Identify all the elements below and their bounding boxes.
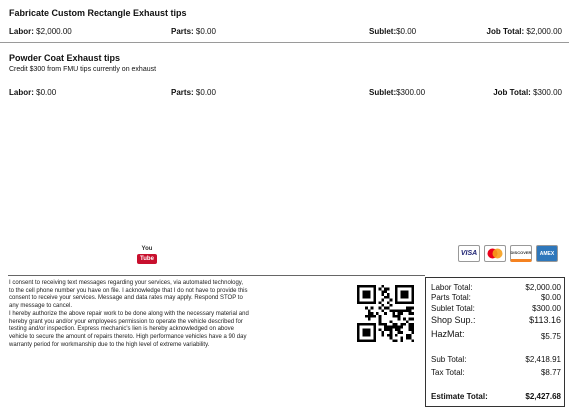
parts-total-row bbox=[431, 293, 561, 304]
discover-icon: DISCOVER bbox=[510, 245, 532, 262]
job-total-value: $2,000.00 bbox=[526, 27, 562, 36]
subtotal-value: $2,418.91 bbox=[525, 355, 561, 364]
job-note: Credit $300 from FMU tips currently on exhaust bbox=[9, 66, 157, 73]
labor-value: $0.00 bbox=[36, 88, 57, 97]
hazmat-value: $5.75 bbox=[540, 332, 561, 341]
job-total-label: Job Total: bbox=[486, 27, 525, 36]
job-total-label: Job Total: bbox=[493, 88, 531, 97]
consent-line: consent to receive your services. Message and data rates may apply. Respond STOP to bbox=[9, 295, 243, 302]
section-divider bbox=[0, 42, 569, 43]
consent-line: warranty period for workmanship due to the high level of extreme variability. bbox=[9, 341, 210, 348]
youtube-bottom-text: Tube bbox=[137, 254, 157, 264]
youtube-icon[interactable] bbox=[137, 245, 157, 265]
consent-line: hereby grant you and/or your employees permission to operate the vehicle described for bbox=[9, 318, 243, 325]
job-title: Powder Coat Exhaust tips bbox=[9, 53, 121, 63]
parts-value: $0.00 bbox=[195, 88, 216, 97]
job-summary-row bbox=[0, 27, 569, 39]
subtotal-row bbox=[431, 355, 561, 366]
estimate-total-row bbox=[431, 392, 561, 403]
parts-total-label: Parts Total: bbox=[431, 293, 471, 302]
shop-supplies-row bbox=[431, 315, 561, 326]
sublet-label: Sublet: bbox=[369, 27, 397, 36]
consent-line: vehicle to secure the amount of repairs thereto. High performance vehicles have a 90 day bbox=[9, 333, 247, 340]
sublet-value: $0.00 bbox=[396, 27, 417, 36]
sublet-total-value: $300.00 bbox=[532, 304, 561, 313]
visa-icon: VISA bbox=[458, 245, 480, 262]
qr-code-icon[interactable] bbox=[357, 285, 414, 342]
hazmat-row bbox=[431, 329, 561, 340]
sublet-value: $300.00 bbox=[396, 88, 426, 97]
consent-line: I hereby authorize the above repair work to be done along with the necessary material and bbox=[9, 310, 249, 317]
tax-total-label: Tax Total: bbox=[431, 368, 465, 377]
labor-label: Labor: bbox=[9, 27, 34, 36]
mastercard-circles bbox=[486, 248, 504, 259]
amex-icon: AMEX bbox=[536, 245, 558, 262]
shop-supplies-value: $113.16 bbox=[529, 315, 561, 325]
shop-supplies-label: Shop Sup.: bbox=[431, 315, 476, 325]
youtube-top-text: You bbox=[141, 246, 153, 252]
consent-line: to the cell phone number you have on file. I acknowledge that I do not have to provide this bbox=[9, 287, 248, 294]
estimate-total-label: Estimate Total: bbox=[431, 392, 488, 401]
parts-label: Parts: bbox=[171, 27, 194, 36]
labor-total-label: Labor Total: bbox=[431, 283, 473, 292]
footer-divider bbox=[8, 275, 425, 276]
tax-total-value: $8.77 bbox=[540, 368, 561, 377]
parts-label: Parts: bbox=[171, 88, 194, 97]
job-total-value: $300.00 bbox=[533, 88, 562, 97]
hazmat-label: HazMat: bbox=[431, 329, 465, 339]
consent-line: any message to cancel. bbox=[9, 303, 73, 310]
consent-text bbox=[9, 280, 349, 349]
tax-total-row bbox=[431, 368, 561, 379]
totals-box bbox=[425, 277, 565, 407]
consent-line: I consent to receiving text messages regarding your services, via automated technology, bbox=[9, 280, 244, 286]
parts-total-value: $0.00 bbox=[540, 293, 561, 302]
sublet-label: Sublet: bbox=[369, 88, 397, 97]
subtotal-label: Sub Total: bbox=[431, 355, 467, 364]
consent-line: testing and/or inspection. Express mechanic's lien is hereby acknowledged on above bbox=[9, 326, 234, 333]
sublet-total-label: Sublet Total: bbox=[431, 304, 475, 313]
job-title: Fabricate Custom Rectangle Exhaust tips bbox=[9, 8, 187, 18]
labor-value: $2,000.00 bbox=[36, 27, 72, 36]
parts-value: $0.00 bbox=[195, 27, 216, 36]
labor-total-value: $2,000.00 bbox=[525, 283, 561, 292]
sublet-total-row bbox=[431, 304, 561, 315]
estimate-total-value: $2,427.68 bbox=[525, 392, 561, 401]
job-summary-row bbox=[0, 88, 569, 100]
labor-label: Labor: bbox=[9, 88, 34, 97]
mastercard-icon bbox=[484, 245, 506, 262]
